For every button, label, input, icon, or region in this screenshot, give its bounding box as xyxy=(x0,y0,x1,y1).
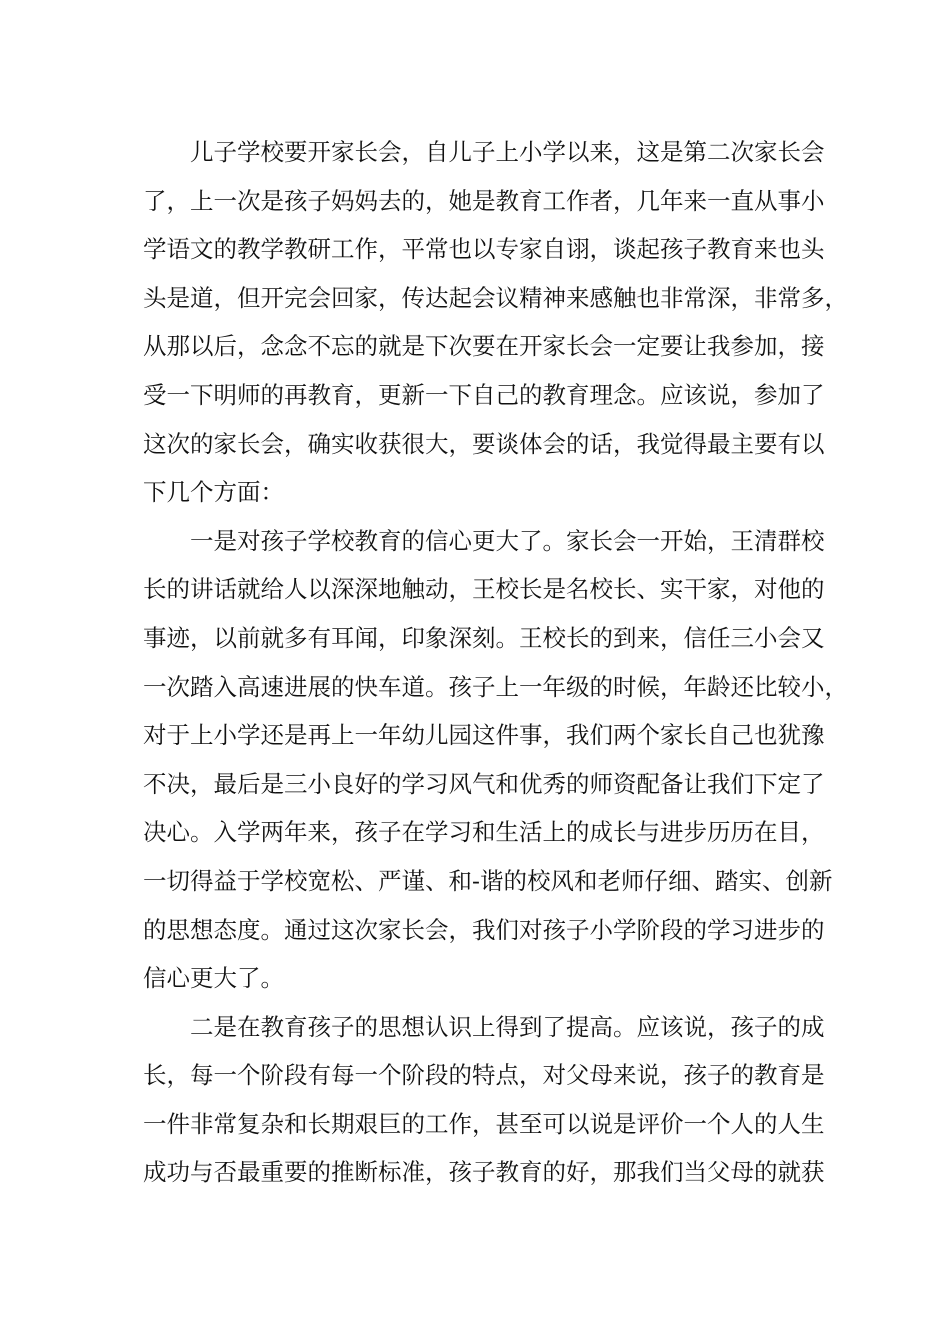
paragraph-line: 头是道，但开完会回家，传达起会议精神来感触也非常深，非常多， xyxy=(143,283,848,312)
paragraph-line: 对于上小学还是再上一年幼儿园这件事，我们两个家长自己也犹豫 xyxy=(143,721,825,750)
paragraph-line: 受一下明师的再教育，更新一下自己的教育理念。应该说，参加了 xyxy=(143,380,825,409)
paragraph-line: 下几个方面： xyxy=(143,478,284,507)
paragraph-line: 儿子学校要开家长会，自儿子上小学以来，这是第二次家长会 xyxy=(190,138,825,166)
paragraph-line: 一件非常复杂和长期艰巨的工作，甚至可以说是评价一个人的人生 xyxy=(143,1109,825,1138)
paragraph-line: 一切得益于学校宽松、严谨、和-谐的校风和老师仔细、踏实、创新 xyxy=(143,866,833,895)
document-body xyxy=(143,128,848,1197)
paragraph-line: 了，上一次是孩子妈妈去的，她是教育工作者，几年来一直从事小 xyxy=(143,186,825,215)
paragraph-line: 事迹，以前就多有耳闻，印象深刻。王校长的到来，信任三小会又 xyxy=(143,623,825,652)
paragraph-line: 成功与否最重要的推断标准，孩子教育的好，那我们当父母的就获 xyxy=(143,1158,825,1187)
paragraph-line: 决心。入学两年来，孩子在学习和生活上的成长与进步历历在目， xyxy=(143,818,825,847)
paragraph-line: 信心更大了。 xyxy=(143,964,284,993)
paragraph-line: 一次踏入高速进展的快车道。孩子上一年级的时候，年龄还比较小， xyxy=(143,672,848,701)
paragraph-line: 二是在教育孩子的思想认识上得到了提高。应该说，孩子的成 xyxy=(190,1012,825,1041)
paragraph-line: 长的讲话就给人以深深地触动，王校长是名校长、实干家，对他的 xyxy=(143,575,825,604)
paragraph-line: 从那以后，念念不忘的就是下次要在开家长会一定要让我参加，接 xyxy=(143,332,825,361)
paragraph-line: 不决，最后是三小良好的学习风气和优秀的师资配备让我们下定了 xyxy=(143,769,825,798)
paragraph-line: 学语文的教学教研工作，平常也以专家自诩，谈起孩子教育来也头 xyxy=(143,235,825,264)
paragraph-line: 长，每一个阶段有每一个阶段的特点，对父母来说，孩子的教育是 xyxy=(143,1061,825,1090)
paragraph-line: 这次的家长会，确实收获很大，要谈体会的话，我觉得最主要有以 xyxy=(143,429,825,458)
paragraph-line: 一是对孩子学校教育的信心更大了。家长会一开始，王清群校 xyxy=(190,526,825,555)
paragraph-line: 的思想态度。通过这次家长会，我们对孩子小学阶段的学习进步的 xyxy=(143,915,825,944)
